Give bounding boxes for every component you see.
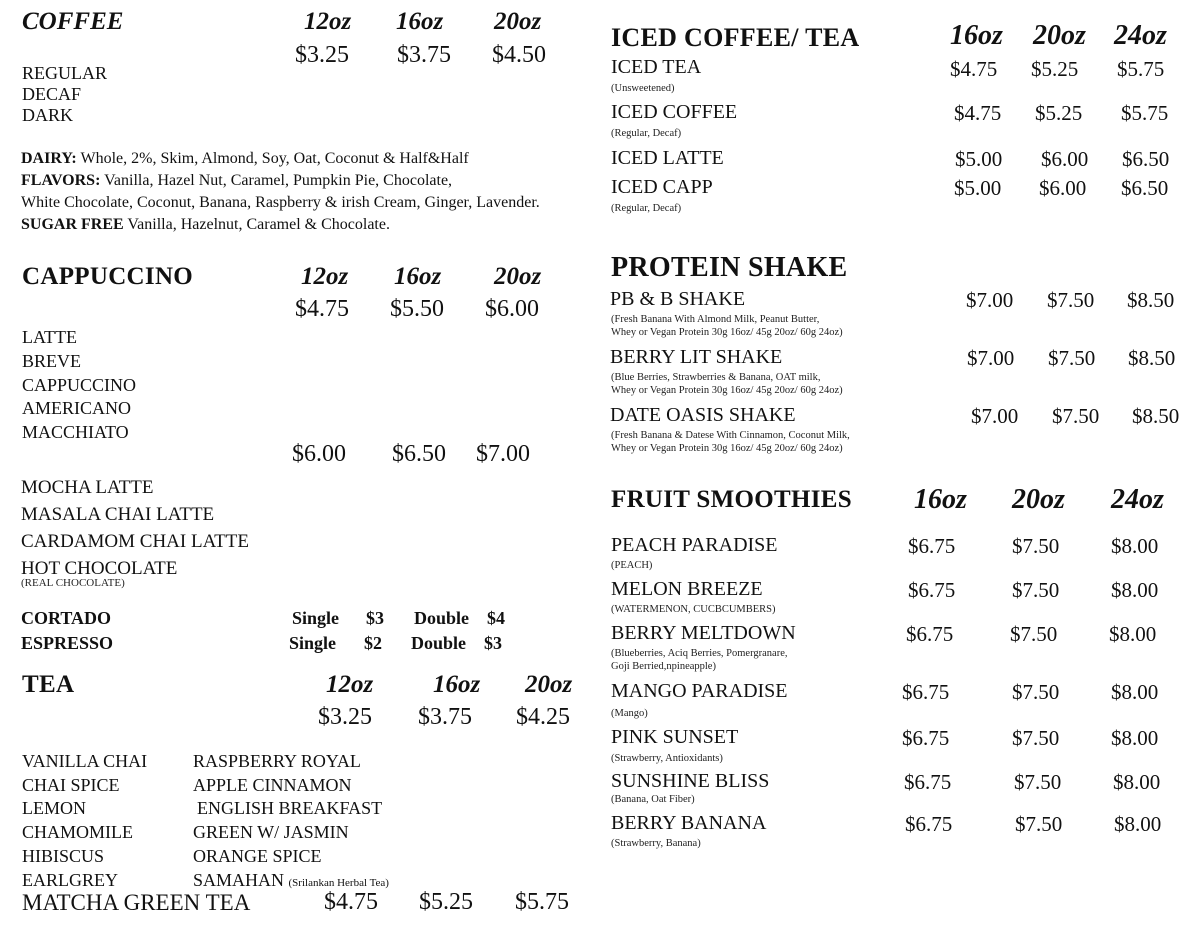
smoothie-note: (Strawberry, Antioxidants) — [611, 753, 723, 764]
smoothie-price-20: $7.50 — [1012, 726, 1060, 750]
protein-item-note — [611, 313, 843, 339]
smoothie-price-24: $8.00 — [1111, 726, 1159, 750]
coffee-item: DECAF — [22, 84, 82, 104]
tea-size-12: 12oz — [326, 671, 374, 698]
protein-price-24: $8.50 — [1132, 404, 1180, 428]
coffee-title: COFFEE — [22, 8, 124, 35]
iced-latte-price-16: $5.00 — [955, 147, 1003, 171]
protein-price-20: $7.50 — [1047, 288, 1095, 312]
iced-tea-price-20: $5.25 — [1031, 57, 1079, 81]
coffee-item: DARK — [22, 105, 74, 125]
smoothie-note: (WATERMENON, CUCBCUMBERS) — [611, 604, 776, 615]
protein-note-line: (Fresh Banana With Almond Milk, Peanut Butter, — [611, 314, 820, 325]
smoothie-price-20: $7.50 — [1012, 578, 1060, 602]
specialty-item: MOCHA LATTE — [21, 477, 154, 498]
espresso-double-label: Double — [411, 633, 467, 653]
tea-item: GREEN W/ JASMIN — [193, 822, 349, 843]
smoothie-price-16: $6.75 — [908, 578, 956, 602]
iced-coffee-price-24: $5.75 — [1121, 101, 1169, 125]
iced-latte-price-24: $6.50 — [1122, 147, 1170, 171]
cappuccino-items — [22, 326, 136, 445]
smoothie-name: MELON BREEZE — [611, 578, 763, 600]
sugarfree-text: Vanilla, Hazelnut, Caramel & Chocolate. — [123, 216, 390, 233]
smoothie-note: (PEACH) — [611, 560, 653, 571]
smoothie-price-24: $8.00 — [1109, 622, 1157, 646]
tea-item: HIBISCUS — [22, 845, 105, 866]
smoothie-price-16: $6.75 — [906, 622, 954, 646]
tea-item: EARLGREY — [22, 869, 118, 890]
iced-capp-price-24: $6.50 — [1121, 176, 1169, 200]
iced-coffee-price-20: $5.25 — [1035, 101, 1083, 125]
iced-coffee-price-16: $4.75 — [954, 101, 1002, 125]
sugarfree-label: SUGAR FREE — [21, 216, 124, 233]
cappuccino-size-16: 16oz — [394, 263, 442, 290]
cappuccino-size-12: 12oz — [301, 263, 349, 290]
protein-item-name: BERRY LIT SHAKE — [610, 346, 783, 368]
specialty-price-12: $6.00 — [292, 441, 346, 467]
iced-tea-note: (Unsweetened) — [611, 83, 675, 94]
iced-title: ICED COFFEE/ TEA — [611, 23, 860, 52]
smoothie-note-line: (Blueberries, Aciq Berries, Pomergranare, — [611, 648, 788, 659]
tea-item: ENGLISH BREAKFAST — [197, 798, 383, 819]
iced-size-16: 16oz — [950, 20, 1003, 51]
espresso-single-label: Single — [289, 633, 337, 653]
protein-price-24: $8.50 — [1128, 346, 1176, 370]
iced-latte-price-20: $6.00 — [1041, 147, 1089, 171]
protein-note-line: (Fresh Banana & Datese With Cinnamon, Coconut Milk, — [611, 430, 850, 441]
tea-item: LEMON — [22, 798, 86, 819]
cappuccino-title: CAPPUCCINO — [22, 263, 194, 290]
espresso-name: ESPRESSO — [21, 633, 114, 653]
smoothie-price-20: $7.50 — [1015, 812, 1063, 836]
protein-price-16: $7.00 — [966, 288, 1014, 312]
iced-coffee-note: (Regular, Decaf) — [611, 128, 682, 139]
espresso-single-price: $2 — [364, 633, 382, 653]
cortado-double-label: Double — [414, 608, 470, 628]
specialty-item: HOT CHOCOLATE — [21, 558, 178, 579]
cortado-name: CORTADO — [21, 608, 112, 628]
smoothie-name: BERRY MELTDOWN — [611, 622, 796, 644]
cappuccino-item: LATTE — [22, 327, 77, 347]
coffee-size-20: 20oz — [494, 8, 542, 35]
protein-note-line: Whey or Vegan Protein 30g 16oz/ 45g 20oz/ 60g 24oz) — [611, 443, 843, 454]
flavors-text-2: White Chocolate, Coconut, Banana, Raspberry & irish Cream, Ginger, Lavender. — [21, 194, 540, 211]
iced-capp-price-16: $5.00 — [954, 176, 1002, 200]
flavors-label: FLAVORS: — [21, 172, 101, 189]
protein-item-note — [611, 429, 850, 455]
smoothie-price-16: $6.75 — [902, 680, 950, 704]
protein-note-line: (Blue Berries, Strawberries & Banana, OAT milk, — [611, 372, 821, 383]
tea-item: APPLE CINNAMON — [193, 774, 352, 795]
cappuccino-price-20: $6.00 — [485, 296, 539, 322]
tea-size-16: 16oz — [433, 671, 481, 698]
protein-price-20: $7.50 — [1048, 346, 1096, 370]
smoothie-price-24: $8.00 — [1111, 680, 1159, 704]
tea-price-20: $4.25 — [516, 704, 570, 730]
protein-note-line: Whey or Vegan Protein 30g 16oz/ 45g 20oz/ 60g 24oz) — [611, 385, 843, 396]
espresso-double-price: $3 — [484, 633, 502, 653]
smoothie-name: BERRY BANANA — [611, 812, 767, 834]
tea-item: SAMAHAN — [193, 869, 285, 890]
cappuccino-item: CAPPUCCINO — [22, 374, 137, 395]
protein-note-line: Whey or Vegan Protein 30g 16oz/ 45g 20oz/ 60g 24oz) — [611, 327, 843, 338]
matcha-price-12: $4.75 — [324, 889, 378, 915]
smoothie-note: (Banana, Oat Fiber) — [611, 794, 695, 805]
smoothie-name: PINK SUNSET — [611, 726, 739, 748]
iced-capp-price-20: $6.00 — [1039, 176, 1087, 200]
coffee-price-16: $3.75 — [397, 42, 451, 68]
hot-chocolate-note: (REAL CHOCOLATE) — [21, 577, 125, 589]
smoothie-price-20: $7.50 — [1014, 770, 1062, 794]
iced-tea-price-16: $4.75 — [950, 57, 998, 81]
tea-price-12: $3.25 — [318, 704, 372, 730]
cappuccino-item: BREVE — [22, 350, 82, 371]
specialty-item: CARDAMOM CHAI LATTE — [21, 531, 249, 552]
matcha-price-16: $5.25 — [419, 889, 473, 915]
cappuccino-price-16: $5.50 — [390, 296, 444, 322]
protein-price-20: $7.50 — [1052, 404, 1100, 428]
specialty-price-16: $6.50 — [392, 441, 446, 467]
smoothie-price-16: $6.75 — [902, 726, 950, 750]
smoothie-name: MANGO PARADISE — [611, 680, 788, 702]
tea-list-col2 — [193, 750, 389, 895]
smoothie-name: SUNSHINE BLISS — [611, 770, 770, 792]
iced-tea-price-24: $5.75 — [1117, 57, 1165, 81]
protein-price-16: $7.00 — [967, 346, 1015, 370]
cortado-double-price: $4 — [487, 608, 505, 628]
specialty-items — [21, 474, 249, 582]
coffee-price-20: $4.50 — [492, 42, 546, 68]
smoothie-note: (Mango) — [611, 708, 648, 719]
smoothie-price-24: $8.00 — [1111, 578, 1159, 602]
cappuccino-price-12: $4.75 — [295, 296, 349, 322]
coffee-item: REGULAR — [22, 63, 107, 83]
protein-item-note — [611, 371, 843, 397]
smoothie-note — [611, 647, 788, 673]
coffee-items — [22, 63, 107, 126]
protein-title: PROTEIN SHAKE — [611, 252, 848, 283]
cortado-single-price: $3 — [366, 608, 384, 628]
smoothie-price-24: $8.00 — [1113, 770, 1161, 794]
cappuccino-size-20: 20oz — [494, 263, 542, 290]
smoothie-price-20: $7.50 — [1012, 534, 1060, 558]
protein-price-16: $7.00 — [971, 404, 1019, 428]
tea-item: RASPBERRY ROYAL — [193, 751, 361, 771]
iced-latte-name: ICED LATTE — [611, 147, 724, 169]
smoothies-size-20: 20oz — [1012, 484, 1065, 515]
samahan-note: (Srilankan Herbal Tea) — [288, 876, 389, 889]
smoothies-size-16: 16oz — [914, 484, 967, 515]
smoothie-price-24: $8.00 — [1114, 812, 1162, 836]
iced-capp-note: (Regular, Decaf) — [611, 203, 682, 214]
matcha-price-20: $5.75 — [515, 889, 569, 915]
specialty-price-20: $7.00 — [476, 441, 530, 467]
smoothie-price-24: $8.00 — [1111, 534, 1159, 558]
protein-item-name: DATE OASIS SHAKE — [610, 404, 796, 426]
iced-coffee-name: ICED COFFEE — [611, 101, 738, 123]
smoothie-name: PEACH PARADISE — [611, 534, 778, 556]
flavors-text: Vanilla, Hazel Nut, Caramel, Pumpkin Pie, Chocolate, — [100, 172, 453, 189]
tea-title: TEA — [22, 671, 75, 698]
cortado-single-label: Single — [292, 608, 340, 628]
coffee-size-12: 12oz — [304, 8, 352, 35]
tea-item: ORANGE SPICE — [193, 845, 322, 866]
smoothie-price-20: $7.50 — [1010, 622, 1058, 646]
smoothie-price-20: $7.50 — [1012, 680, 1060, 704]
matcha-name: MATCHA GREEN TEA — [22, 890, 251, 915]
protein-price-24: $8.50 — [1127, 288, 1175, 312]
coffee-price-12: $3.25 — [295, 42, 349, 68]
iced-size-20: 20oz — [1033, 20, 1086, 51]
protein-item-name: PB & B SHAKE — [610, 288, 746, 310]
cappuccino-item: AMERICANO — [22, 398, 132, 419]
cappuccino-item: MACCHIATO — [22, 422, 129, 443]
smoothie-price-16: $6.75 — [908, 534, 956, 558]
iced-capp-name: ICED CAPP — [611, 176, 713, 198]
smoothie-price-16: $6.75 — [904, 770, 952, 794]
tea-item: CHAI SPICE — [22, 774, 120, 795]
tea-item: CHAMOMILE — [22, 822, 133, 843]
smoothies-title: FRUIT SMOOTHIES — [611, 486, 852, 513]
coffee-notes — [21, 148, 540, 236]
tea-size-20: 20oz — [525, 671, 573, 698]
smoothie-note-line: Goji Berried,npineapple) — [611, 661, 716, 672]
dairy-text: Whole, 2%, Skim, Almond, Soy, Oat, Coconut & Half&Half — [76, 150, 469, 167]
tea-item: VANILLA CHAI — [22, 751, 148, 771]
tea-price-16: $3.75 — [418, 704, 472, 730]
dairy-label: DAIRY: — [21, 150, 77, 167]
smoothies-size-24: 24oz — [1111, 484, 1164, 515]
iced-tea-name: ICED TEA — [611, 56, 702, 78]
specialty-item: MASALA CHAI LATTE — [21, 504, 215, 525]
smoothie-note: (Strawberry, Banana) — [611, 838, 701, 849]
smoothie-price-16: $6.75 — [905, 812, 953, 836]
tea-list-col1 — [22, 750, 147, 892]
iced-size-24: 24oz — [1114, 20, 1167, 51]
coffee-size-16: 16oz — [396, 8, 444, 35]
